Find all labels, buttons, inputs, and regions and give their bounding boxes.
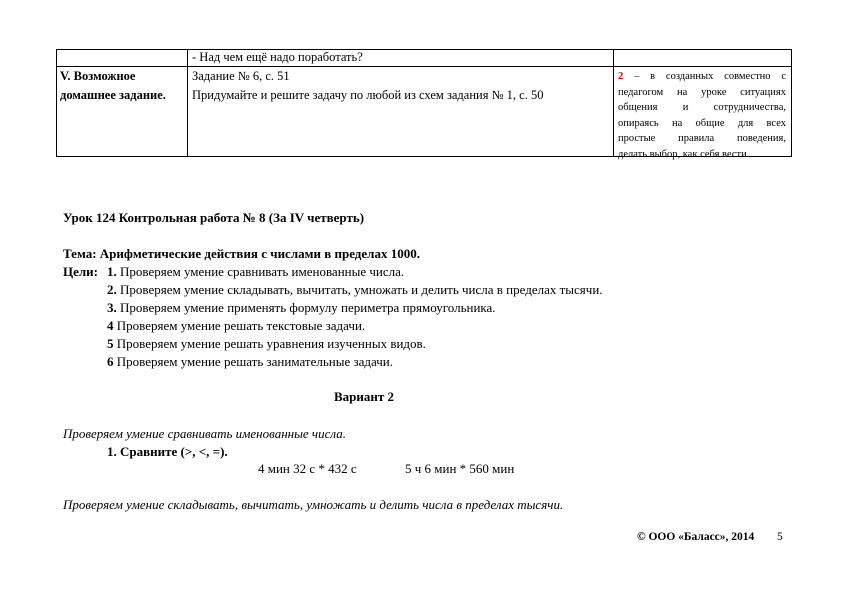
task-1-heading: 1. Сравните (>, <, =). xyxy=(107,444,228,459)
note-line-6: делать выбор, как себя вести. xyxy=(618,148,750,160)
goal-item-1: 1. Проверяем умение сравнивать именованные числа. xyxy=(107,264,405,279)
note-line-4: опираясь на общие для всех xyxy=(618,117,786,129)
table-row-divider xyxy=(56,66,792,67)
goal-item-3: 3. Проверяем умение применять формулу периметра прямоугольника. xyxy=(107,300,496,315)
table-border-right xyxy=(791,49,792,157)
goal-item-5: 5 Проверяем умение решать уравнения изученных видов. xyxy=(107,336,426,351)
note-line-1: 2 – в созданных совместно с xyxy=(618,71,787,82)
comparison-expression-2: 5 ч 6 мин * 560 мин xyxy=(405,461,515,476)
comparison-expression-1: 4 мин 32 с * 432 с xyxy=(258,461,357,476)
competence-note xyxy=(618,69,786,162)
lesson-title: Урок 124 Контрольная работа № 8 (За IV четверть) xyxy=(63,210,365,225)
lesson-table xyxy=(56,49,792,160)
footer-copyright: © ООО «Баласс», 2014 xyxy=(637,531,755,543)
table-border-top xyxy=(56,49,792,50)
goals-label: Цели: xyxy=(63,264,98,279)
note-line-5: простые правила поведения, xyxy=(618,133,786,144)
goal-item-4: 4 Проверяем умение решать текстовые задачи. xyxy=(107,318,366,333)
goal-item-2: 2. Проверяем умение складывать, вычитать, умножать и делить числа в пределах тысячи. xyxy=(107,282,603,297)
table-row1-text: - Над чем ещё надо поработать? xyxy=(192,50,363,64)
homework-task-line1: Задание № 6, с. 51 xyxy=(192,69,290,83)
table-border-left xyxy=(56,49,57,157)
note-line-2: педагогом на уроке ситуациях xyxy=(618,86,786,98)
homework-task-line2: Придумайте и решите задачу по любой из схем задания № 1, с. 50 xyxy=(192,88,544,102)
table-col-divider-1 xyxy=(187,49,188,157)
table-col-divider-2 xyxy=(613,49,614,157)
stage-title-line1: V. Возможное xyxy=(60,69,136,83)
lesson-topic: Тема: Арифметические действия с числами в пределах 1000. xyxy=(63,246,420,261)
section-compare-heading: Проверяем умение сравнивать именованные числа. xyxy=(63,426,346,441)
page-number: 5 xyxy=(777,531,783,543)
goal-item-6: 6 Проверяем умение решать занимательные задачи. xyxy=(107,354,394,369)
note-number: 2 xyxy=(618,71,624,82)
note-line-3: общения и сотрудничества, xyxy=(618,102,786,113)
section-arithmetic-heading: Проверяем умение складывать, вычитать, умножать и делить числа в пределах тысячи. xyxy=(63,497,564,512)
variant-heading: Вариант 2 xyxy=(334,389,395,404)
stage-title-line2: домашнее задание. xyxy=(60,88,166,102)
